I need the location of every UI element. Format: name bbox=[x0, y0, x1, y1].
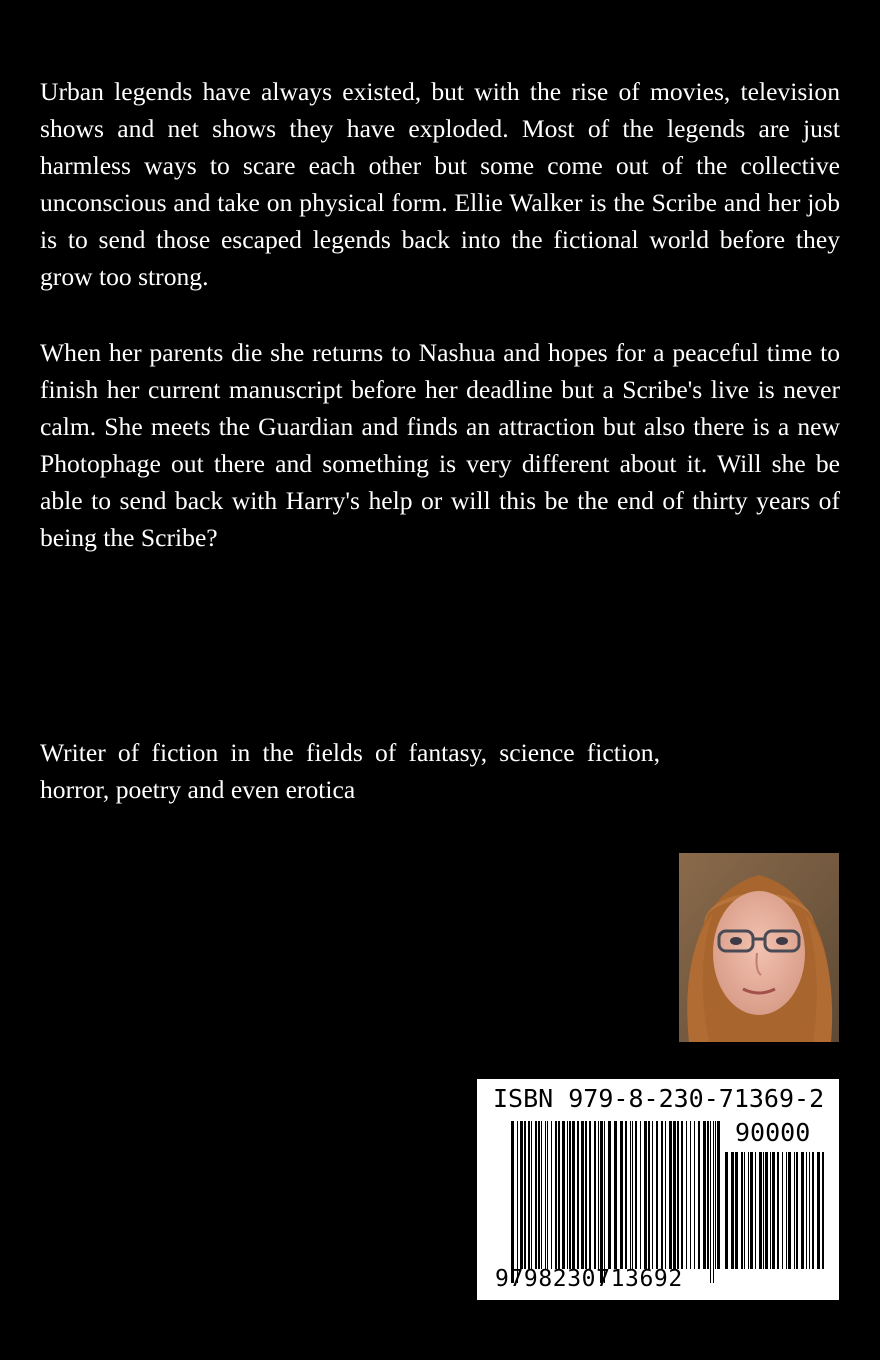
barcode-bar bbox=[763, 1152, 764, 1269]
barcode-bar bbox=[517, 1121, 518, 1283]
barcode-bar bbox=[782, 1152, 783, 1269]
barcode-bar bbox=[538, 1121, 540, 1269]
barcode-bar bbox=[581, 1121, 584, 1269]
barcode-bar bbox=[652, 1121, 653, 1269]
author-bio: Writer of fiction in the fields of fantasy, science fiction, horror, poetry and even erotica bbox=[40, 738, 660, 804]
barcode-price-addon: 90000 bbox=[735, 1118, 811, 1147]
barcode-bar bbox=[694, 1121, 695, 1269]
barcode-bar bbox=[744, 1152, 745, 1269]
barcode-bar bbox=[569, 1121, 571, 1269]
barcode-bar bbox=[725, 1152, 728, 1269]
barcode-bar bbox=[589, 1121, 591, 1269]
barcode-bars-addon bbox=[725, 1152, 825, 1283]
barcode-bar bbox=[777, 1152, 779, 1269]
barcode-bar bbox=[547, 1121, 548, 1269]
barcode-bar bbox=[750, 1152, 753, 1269]
barcode-bar bbox=[741, 1152, 743, 1269]
barcode-bar bbox=[806, 1152, 807, 1269]
barcode-bar bbox=[541, 1121, 542, 1269]
barcode-bar bbox=[686, 1121, 687, 1269]
barcode-bar bbox=[703, 1121, 706, 1269]
barcode-bar bbox=[511, 1121, 514, 1283]
barcode-digits: 9798230713692 bbox=[495, 1266, 683, 1292]
barcode-bar bbox=[812, 1152, 814, 1269]
barcode-bar bbox=[690, 1121, 691, 1269]
barcode-bar bbox=[665, 1121, 666, 1269]
barcode-bar bbox=[801, 1152, 804, 1269]
barcode-bar bbox=[644, 1121, 647, 1269]
author-photo bbox=[679, 853, 839, 1042]
barcode-bar bbox=[748, 1152, 749, 1269]
barcode-bar bbox=[796, 1152, 798, 1269]
barcode-bar bbox=[630, 1121, 631, 1269]
barcode-bar bbox=[735, 1152, 738, 1269]
barcode-bar bbox=[788, 1152, 791, 1269]
barcode-bar bbox=[528, 1121, 530, 1269]
barcode-bar bbox=[822, 1152, 824, 1269]
barcode-bar bbox=[715, 1121, 716, 1269]
barcode-bar bbox=[698, 1121, 700, 1269]
barcode-bar bbox=[625, 1121, 627, 1269]
barcode-bar bbox=[731, 1152, 734, 1269]
barcode-bar bbox=[817, 1152, 820, 1269]
barcode-bar bbox=[551, 1121, 552, 1269]
author-portrait-icon bbox=[679, 853, 839, 1042]
barcode-bar bbox=[809, 1152, 810, 1269]
barcode-bar bbox=[608, 1121, 611, 1269]
barcode-bar bbox=[594, 1121, 596, 1269]
barcode-bar bbox=[755, 1152, 756, 1269]
barcode-bar bbox=[598, 1121, 599, 1269]
barcode-bar bbox=[531, 1121, 532, 1269]
barcode-bar bbox=[555, 1121, 557, 1269]
barcode-bar bbox=[524, 1121, 526, 1269]
barcode-bar bbox=[786, 1152, 787, 1269]
barcode-bars-main bbox=[511, 1121, 721, 1283]
barcode-bar bbox=[520, 1121, 523, 1269]
barcode-bar bbox=[567, 1121, 568, 1269]
barcode-bar bbox=[600, 1121, 603, 1283]
isbn-label: ISBN 979-8-230-71369-2 bbox=[493, 1084, 825, 1113]
barcode-bar bbox=[577, 1121, 579, 1269]
barcode-bar bbox=[656, 1121, 658, 1269]
barcode-bar bbox=[717, 1121, 720, 1269]
barcode-bar bbox=[545, 1121, 546, 1269]
barcode-bar bbox=[707, 1121, 709, 1269]
barcode-bar bbox=[673, 1121, 676, 1269]
barcode-bar bbox=[772, 1152, 775, 1269]
barcode-bar bbox=[648, 1121, 650, 1269]
barcode-bar bbox=[710, 1121, 711, 1283]
barcode-bar bbox=[604, 1121, 605, 1283]
barcode-bar bbox=[759, 1152, 762, 1269]
barcode-bar bbox=[669, 1121, 672, 1269]
isbn-barcode bbox=[477, 1079, 839, 1300]
barcode-bar bbox=[620, 1121, 623, 1269]
barcode-bar bbox=[765, 1152, 768, 1269]
barcode-bar bbox=[794, 1152, 795, 1269]
barcode-bar bbox=[558, 1121, 560, 1269]
barcode-bar bbox=[535, 1121, 537, 1269]
barcode-bar bbox=[562, 1121, 565, 1269]
barcode-bar bbox=[632, 1121, 633, 1269]
barcode-bar bbox=[572, 1121, 575, 1269]
blurb-paragraph-2: When her parents die she returns to Nashua and hopes for a peaceful time to finish her current manuscript before her deadline but a Scribe's live is never calm. She meets the Guardian and finds an attraction but also there is a new Photophage out there and something is very different about it. Will she be able to send back with Harry's help or will this be the end of thirty years of being the Scribe? bbox=[40, 338, 840, 552]
barcode-bar bbox=[677, 1121, 679, 1269]
barcode-bar bbox=[640, 1121, 641, 1269]
blurb-paragraph-1: Urban legends have always existed, but with the rise of movies, television shows and net shows they have exploded. Most of the legends are just harmless ways to scare each other but some come out of the collective unconscious and take on physical form. Ellie Walker is the Scribe and her job is to send those escaped legends back into the fictional world before they grow too strong. bbox=[40, 77, 840, 291]
barcode-bar bbox=[585, 1121, 587, 1269]
barcode-bar bbox=[614, 1121, 617, 1269]
barcode-bar bbox=[713, 1121, 714, 1283]
barcode-bar bbox=[635, 1121, 637, 1269]
barcode-bar bbox=[770, 1152, 771, 1269]
barcode-bar bbox=[661, 1121, 663, 1269]
barcode-bar bbox=[681, 1121, 683, 1269]
